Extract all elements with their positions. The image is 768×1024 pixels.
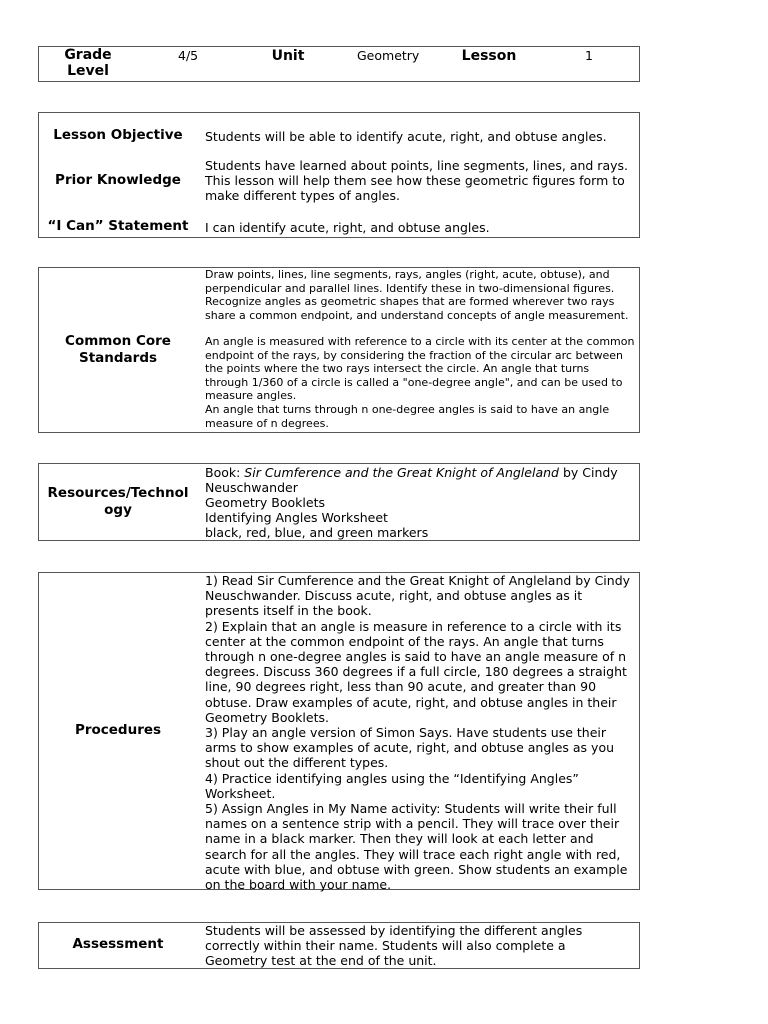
resources-item-worksheet: Identifying Angles Worksheet [205, 510, 388, 525]
resources-label: Resources/Technology [47, 485, 189, 518]
i-can-text: I can identify acute, right, and obtuse angles. [205, 220, 490, 235]
i-can-label: “I Can” Statement [47, 218, 189, 234]
standards-label: Common Core Standards [65, 333, 171, 366]
procedure-step-3: 3) Play an angle version of Simon Says. Have students use their arms to show examples of acute, right, and obtuse angles as you shout out the different types. [205, 725, 615, 771]
resources-book-prefix: Book: [205, 465, 245, 480]
unit-value: Geometry [357, 48, 420, 63]
grade-level-value: 4/5 [178, 48, 199, 63]
header-box [38, 46, 640, 82]
procedures-list [205, 573, 633, 892]
standards-text-3: An angle that turns through n one-degree angles is said to have an angle measure of n degrees. [205, 403, 610, 430]
lesson-objective-label: Lesson Objective [53, 127, 183, 143]
resources-book-title: Sir Cumference and the Great Knight of Angleland [244, 465, 559, 480]
lesson-objective-text: Students will be able to identify acute, right, and obtuse angles. [205, 129, 607, 144]
standards-text-1: Draw points, lines, line segments, rays, angles (right, acute, obtuse), and perpendicular and parallel lines. Identify these in two-dimensional figures. Recognize angles as geometric shapes that are formed wherever two rays share a common endpoint, and understand concepts of angle measurement. [205, 268, 629, 322]
procedure-step-1: 1) Read Sir Cumference and the Great Knight of Angleland by Cindy Neuschwander. Discuss acute, right, and obtuse angles as it presents itself in the book. [205, 573, 631, 619]
assessment-label: Assessment [72, 936, 164, 952]
assessment-text: Students will be assessed by identifying the different angles correctly within their name. Students will also complete a Geometry test at the end of the unit. [205, 923, 583, 969]
resources-item-booklets: Geometry Booklets [205, 495, 325, 510]
procedure-step-2: 2) Explain that an angle is measure in reference to a circle with its center at the common endpoint of the rays. An angle that turns through n one-degree angles is said to have an angle measure of n degrees. Discuss 360 degrees if a full circle, 180 degrees a straight line, 90 degrees right, less than 90 acute, and greater than 90 obtuse. Draw examples of acute, right, and obtuse angles in their Geometry Booklets. [205, 618, 627, 725]
prior-knowledge-label: Prior Knowledge [55, 172, 181, 188]
procedures-label: Procedures [74, 722, 162, 738]
lesson-label: Lesson [461, 48, 517, 64]
resources-book-suffix: by Cindy Neuschwander [205, 465, 618, 496]
standards-text-2: An angle is measured with reference to a circle with its center at the common endpoint of the rays, by considering the fraction of the circular arc between the points where the two rays intersect the circle. An angle that turns through 1/360 of a circle is called a "one-degree angle", and can be used to measure angles. [205, 335, 635, 403]
lesson-value: 1 [585, 48, 593, 63]
unit-label: Unit [271, 48, 305, 64]
grade-level-label: Grade Level [64, 47, 112, 79]
prior-knowledge-text: Students have learned about points, line segments, lines, and rays. This lesson will help them see how these geometric figures form to make different types of angles. [205, 158, 628, 204]
procedure-step-5: 5) Assign Angles in My Name activity: Students will write their full names on a sentence strip with a pencil. They will trace over their name in a black marker. Then they will look at each letter and search for all the angles. They will trace each right angle with red, acute with blue, and obtuse with green. Show students an example on the board with your name. [205, 801, 628, 893]
resources-book [205, 465, 635, 495]
procedure-step-4: 4) Practice identifying angles using the “Identifying Angles” Worksheet. [205, 770, 579, 801]
resources-item-markers: black, red, blue, and green markers [205, 525, 429, 540]
